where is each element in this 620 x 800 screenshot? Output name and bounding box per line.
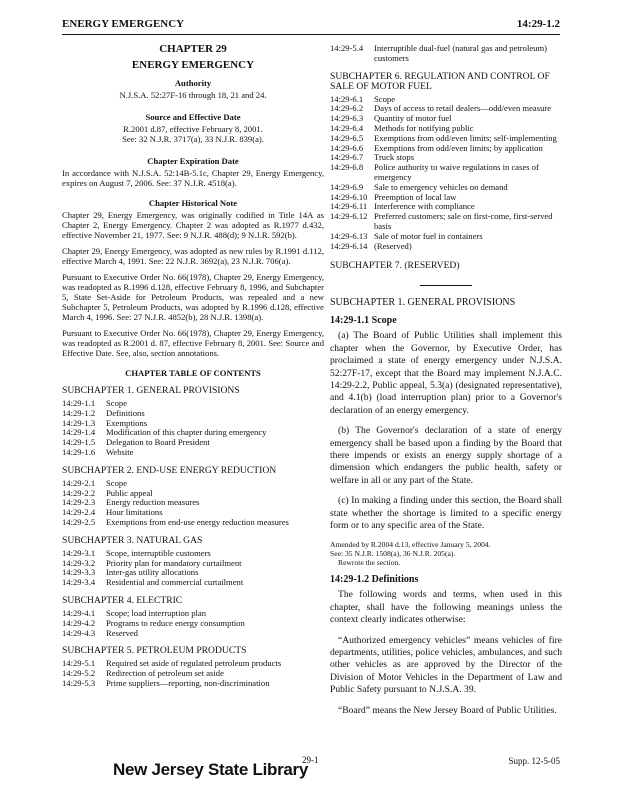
toc-entry-number: 14:29-6.2 [330, 103, 364, 114]
toc-entry-text: Exemptions [106, 417, 148, 428]
toc-entry-number: 14:29-2.1 [62, 477, 96, 488]
toc-entry-text: Website [106, 446, 134, 457]
toc-entry [330, 144, 562, 154]
toc-entry [62, 438, 324, 448]
toc-entry-text: Truck stops [374, 152, 415, 163]
toc-entry-number: 14:29-5.4 [330, 43, 364, 53]
toc-entry-text: Exemptions from odd/even limits; by application [374, 142, 543, 153]
section-1-2-heading: 14:29-1.2 Definitions [330, 574, 419, 586]
amendment-note-2: See: 35 N.J.R. 1508(a), 36 N.J.R. 205(a). [330, 549, 456, 559]
toc-entry-number: 14:29-1.2 [62, 407, 96, 418]
expiration-text: In accordance with N.J.S.A. 52:14B-5.1c, Chapter 29, Energy Emergency, expires on August 7, 2006. See: 37 N.J.R. 4518(a). [62, 168, 324, 188]
toc-entry [62, 498, 324, 508]
toc-entry-text: Required set aside of regulated petroleum products [106, 658, 282, 669]
toc-entry-text: Scope, interruptible customers [106, 547, 211, 558]
historical-note-p4: Pursuant to Executive Order No. 66(1978), Chapter 29, Energy Emergency, was readopted as R.2001 d. 87, effective February 8, 2001. See: Source and Effective Date. See, also, section annotations. [62, 328, 324, 358]
historical-note-p1: Chapter 29, Energy Emergency, was originally codified in Title 14A as Chapter 2, Energy Emergency. Chapter 2 was adopted as R.1977 d.432, effective November 21, 1977. See: 9 N.J.R. 488(d); 9 N.J.R. 592(b). [62, 210, 324, 240]
subchapter-6-list [330, 95, 562, 252]
toc-entry-number: 14:29-3.3 [62, 567, 96, 578]
section-1-1-a: (a) The Board of Public Utilities shall implement this chapter when the Governor, by Executive Order, has proclaimed a state of energy emergency under N.J.S.A. 52:27F-17, except that the Board may implement N.J.A.C. 14:29-2.2, Public appeal, 5.3(a) (designated representative), and 4.1(b) (load interruption plan) prior to a Governor's declaration of an energy emergency. [330, 330, 562, 416]
table-of-contents [62, 386, 324, 689]
toc-entry-text: Exemptions from end-use energy reduction measures [106, 516, 289, 527]
toc-entry-text: Scope; load interruption plan [106, 607, 206, 618]
toc-entry-text: Interruptible dual-fuel (natural gas and petroleum) customers [374, 43, 547, 63]
toc-entry-number: 14:29-6.7 [330, 152, 364, 163]
toc-entry-text: Police authority to waive regulations in cases of emergency [374, 162, 539, 182]
library-watermark: New Jersey State Library [113, 760, 309, 779]
toc-entry-text: Scope [374, 93, 396, 104]
toc-entry-number: 14:29-6.5 [330, 132, 364, 143]
toc-entry-number: 14:29-2.3 [62, 497, 96, 508]
section-1-2-intro: The following words and terms, when used in this chapter, shall have the following meanings unless the context clearly indicates otherwise: [330, 589, 562, 626]
source-text-2: See: 32 N.J.R. 3717(a), 33 N.J.R. 839(a). [122, 134, 264, 144]
historical-note-p2: Chapter 29, Energy Emergency, was adopted as new rules by R.1991 d.112, effective March 4, 1991. See: 22 N.J.R. 3692(a), 23 N.J.R. 706(a). [62, 246, 324, 266]
toc-subchapter-title: SUBCHAPTER 4. ELECTRIC [62, 594, 183, 606]
toc-entry-text: Hour limitations [106, 507, 163, 518]
definition-emergency-vehicles: “Authorized emergency vehicles” means vehicles of fire departments, utilities, police vehicles, ambulances, and such other vehicles as are approved by the Director of the Division of Motor Vehicles in the Department of Law and Public Safety pursuant to N.J.S.A. 39. [330, 634, 562, 696]
authority-text: N.J.S.A. 52:27F-16 through 18, 21 and 24. [119, 90, 267, 100]
right-column [330, 44, 562, 725]
toc-entry [62, 479, 324, 489]
toc-subchapter-title: SUBCHAPTER 1. GENERAL PROVISIONS [62, 385, 240, 396]
header-title: ENERGY EMERGENCY [62, 18, 185, 30]
toc-entry-number: 14:29-6.12 [330, 211, 368, 222]
toc-entry [330, 163, 562, 183]
section-1-1-heading: 14:29-1.1 Scope [330, 315, 397, 327]
source-text-1: R.2001 d.87, effective February 8, 2001. [123, 124, 263, 134]
chapter-number: CHAPTER 29 [159, 43, 227, 55]
subchapter-7-title: SUBCHAPTER 7. (RESERVED) [330, 260, 460, 272]
toc-entry-text: Inter-gas utility allocations [106, 567, 199, 578]
toc-entry-text: Delegation to Board President [106, 437, 210, 448]
running-header [62, 16, 560, 35]
toc-entry-number: 14:29-6.14 [330, 240, 368, 251]
toc-entry-text: Exemptions from odd/even limits; self-implementing [374, 132, 557, 143]
historical-note-heading: Chapter Historical Note [148, 198, 238, 208]
toc-entry-number: 14:29-5.1 [62, 658, 96, 669]
toc-subchapter-title: SUBCHAPTER 2. END-USE ENERGY REDUCTION [62, 464, 277, 476]
toc-entry-text: Interference with compliance [374, 201, 475, 212]
toc-entry-number: 14:29-6.10 [330, 191, 368, 202]
toc-subchapter-title: SUBCHAPTER 5. PETROLEUM PRODUCTS [62, 645, 247, 657]
toc-entry-number: 14:29-4.2 [62, 617, 96, 628]
toc-entry-number: 14:29-4.3 [62, 627, 96, 638]
toc-entry-number: 14:29-1.3 [62, 417, 96, 428]
toc-entry-text: Preemption of local law [374, 191, 457, 202]
toc-entry-number: 14:29-1.6 [62, 446, 96, 457]
toc-entry [330, 44, 562, 64]
toc-entry-number: 14:29-4.1 [62, 607, 96, 618]
toc-entry-number: 14:29-3.2 [62, 557, 96, 568]
definition-board: “Board” means the New Jersey Board of Public Utilities. [338, 704, 557, 716]
source-heading: Source and Effective Date [145, 112, 241, 122]
subchapter-6-title: SUBCHAPTER 6. REGULATION AND CONTROL OF SALE OF MOTOR FUEL [330, 70, 550, 92]
toc-entry [62, 448, 324, 458]
left-column [62, 44, 324, 689]
section-divider [420, 285, 472, 286]
toc-entry-number: 14:29-6.9 [330, 181, 364, 192]
toc-entry-number: 14:29-6.4 [330, 122, 364, 133]
toc-entry-text: Scope [106, 398, 128, 408]
toc-entry-number: 14:29-6.3 [330, 113, 364, 124]
toc-entry-number: 14:29-1.1 [62, 398, 96, 408]
toc-entry-number: 14:29-2.5 [62, 516, 96, 527]
section-1-1-c: (c) In making a finding under this section, the Board shall state whether the shortage is limited to a specific energy form or to any specific area of the State. [330, 495, 562, 532]
toc-entry-text: (Reserved) [374, 240, 412, 251]
toc-entry-number: 14:29-3.1 [62, 547, 96, 558]
chapter-title: ENERGY EMERGENCY [131, 59, 255, 71]
toc-entry [330, 242, 562, 252]
toc-heading: CHAPTER TABLE OF CONTENTS [125, 368, 261, 378]
header-section-number: 14:29-1.2 [516, 18, 560, 30]
toc-entry-text: Prime suppliers—reporting, non-discrimination [106, 677, 270, 688]
toc-continued [330, 44, 562, 64]
toc-subchapter-title: SUBCHAPTER 3. NATURAL GAS [62, 534, 203, 546]
toc-entry-text: Public appeal [106, 487, 153, 498]
toc-entry [62, 619, 324, 629]
toc-entry-text: Energy reduction measures [106, 497, 200, 508]
supplement-date: Supp. 12-5-05 [508, 756, 560, 766]
authority-heading: Authority [174, 78, 212, 88]
toc-entry-number: 14:29-5.3 [62, 677, 96, 688]
toc-entry-number: 14:29-2.4 [62, 507, 96, 518]
toc-entry [62, 679, 324, 689]
toc-entry [62, 578, 324, 588]
amendment-note-3: Rewrote the section. [338, 558, 401, 568]
amendment-note-1: Amended by R.2004 d.13, effective January 5, 2004. [330, 540, 491, 550]
toc-entry-number: 14:29-1.5 [62, 437, 96, 448]
section-1-1-b: (b) The Governor's declaration of a state of energy emergency shall be based upon a finding by the Board that there impends or exists an energy supply shortage of a dimension which endangers the public health, safety or welfare in all or any part of the State. [330, 425, 562, 486]
toc-entry [62, 629, 324, 639]
toc-entry-number: 14:29-6.11 [330, 201, 368, 212]
toc-entry [62, 518, 324, 528]
toc-entry [62, 409, 324, 419]
toc-entry-text: Definitions [106, 407, 145, 418]
toc-entry-number: 14:29-3.4 [62, 577, 96, 588]
toc-entry-number: 14:29-1.4 [62, 427, 96, 438]
toc-entry-text: Priority plan for mandatory curtailment [106, 557, 242, 568]
toc-entry-number: 14:29-5.2 [62, 668, 96, 679]
toc-entry [62, 399, 324, 409]
toc-entry-text: Programs to reduce energy consumption [106, 617, 245, 628]
toc-entry-text: Sale of motor fuel in containers [374, 230, 483, 241]
expiration-heading: Chapter Expiration Date [147, 156, 239, 166]
toc-entry-text: Sale to emergency vehicles on demand [374, 181, 508, 192]
toc-entry-text: Days of access to retail dealers—odd/even measure [374, 103, 552, 114]
toc-entry-text: Preferred customers; sale on first-come, first-served basis [374, 211, 553, 231]
subchapter-1-heading: SUBCHAPTER 1. GENERAL PROVISIONS [330, 297, 516, 309]
toc-entry-text: Scope [106, 477, 128, 488]
toc-entry-text: Redirection of petroleum set aside [106, 668, 224, 679]
toc-entry-number: 14:29-6.13 [330, 230, 368, 241]
toc-entry-number: 14:29-6.8 [330, 162, 364, 173]
toc-entry-number: 14:29-2.2 [62, 487, 96, 498]
toc-entry-text: Methods for notifying public [374, 122, 474, 133]
toc-entry-text: Modification of this chapter during emergency [106, 427, 267, 438]
page-number: 29-1 [302, 755, 319, 765]
historical-note-p3: Pursuant to Executive Order No. 66(1978), Chapter 29, Energy Emergency, was readopted as R.1996 d.128, effective February 8, 1996, and Subchapter 5, State Set-Aside for Petroleum Products, was repealed and a new Subchapter 5, Petroleum Products, was adopted by R.1996 d.128, effective March 4, 1996. See: 27 N.J.R. 4852(b), 28 N.J.R. 1398(a). [62, 272, 324, 322]
toc-entry-text: Quantity of motor fuel [374, 113, 452, 124]
toc-entry-text: Reserved [106, 627, 138, 638]
toc-entry-text: Residential and commercial curtailment [106, 577, 244, 588]
toc-entry-number: 14:29-6.6 [330, 142, 364, 153]
toc-entry-number: 14:29-6.1 [330, 93, 364, 104]
toc-entry [330, 212, 562, 232]
